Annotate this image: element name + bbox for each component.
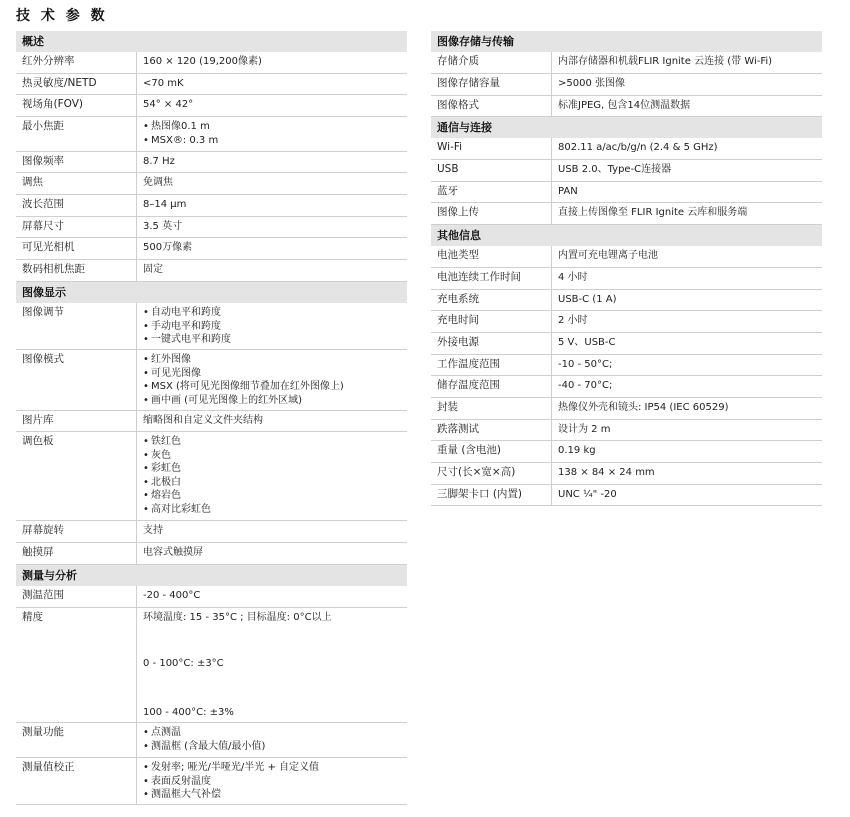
spec-label: 图像模式 [16,350,137,410]
spec-value: -20 - 400°C [143,590,201,601]
spec-row-measure-correction [16,758,407,805]
spec-label: Wi-Fi [431,138,552,159]
spec-label: 触摸屏 [16,543,137,564]
spec-row-palettes [16,432,407,521]
spec-row-tripod-mount [431,485,822,506]
spec-row-storage-capacity [431,74,822,96]
spec-label: 测温范围 [16,586,137,607]
spec-value: >5000 张图像 [558,78,626,89]
spec-row-touchscreen [16,543,407,565]
bullet-item: • MSX®: 0.3 m [143,134,407,148]
spec-row-dimensions [431,463,822,485]
spec-value [137,303,407,349]
spec-value: 8–14 μm [143,199,187,210]
spec-row-screen-rotation [16,521,407,543]
spec-label: 图片库 [16,411,137,431]
spec-row-image-upload [431,203,822,225]
spec-label: 外接电源 [431,333,552,354]
spec-value: 138 × 84 × 24 mm [558,467,655,478]
spec-label: 精度 [16,608,137,722]
spec-label: 可见光相机 [16,238,137,259]
spec-label: 图像格式 [431,96,552,116]
spec-value: 160 × 120 (19,200像素) [143,56,262,67]
spec-label: 三脚架卡口 (内置) [431,485,552,505]
spec-value: 内部存储器和机载FLIR Ignite 云连接 (带 Wi-Fi) [558,56,773,67]
spec-label: 存储介质 [431,52,552,73]
spec-label: 充电系统 [431,290,552,310]
spec-value [137,432,407,520]
spec-value: 设计为 2 m [558,424,611,435]
bullet-item: • 画中画 (可见光图像上的红外区域) [143,394,407,408]
bullet-item: • 热图像0.1 m [143,120,407,134]
spec-label: 数码相机焦距 [16,260,137,281]
spec-row-battery-type [431,246,822,268]
spec-label: 图像存储容量 [431,74,552,95]
spec-row-ir-resolution [16,52,407,74]
spec-label: 重量 (含电池) [431,441,552,462]
accuracy-line: 0 - 100°C: ±3°C [143,657,224,669]
spec-value: USB 2.0、Type-C连接器 [558,164,672,175]
spec-row-fov [16,95,407,117]
section-heading-measurement: 测量与分析 [16,565,407,586]
accuracy-line: 环境温度: 15 - 35°C ; 目标温度: 0°C以上 [143,612,332,623]
spec-row-visual-camera [16,238,407,260]
spec-value: 直接上传图像至 FLIR Ignite 云库和服务端 [558,207,748,218]
spec-row-min-focus [16,117,407,152]
spec-label: 调色板 [16,432,137,520]
bullet-item: • 铁红色 [143,435,407,449]
bullet-item: • 一键式电平和跨度 [143,333,407,347]
spec-value: UNC ¼" -20 [558,489,617,500]
spec-row-encapsulation [431,398,822,420]
spec-label: 屏幕旋转 [16,521,137,542]
spec-value: PAN [558,186,578,197]
spec-label: 尺寸(长×宽×高) [431,463,552,484]
bullet-item: • 发射率; 哑光/半哑光/半光 + 自定义值 [143,761,407,775]
spec-row-measure-functions [16,723,407,758]
spec-label: 图像上传 [431,203,552,224]
bullet-item: • 手动电平和跨度 [143,320,407,334]
spec-row-screen-size [16,217,407,238]
spec-row-netd [16,74,407,95]
spec-value: 固定 [143,264,163,275]
spec-column-left [16,31,407,805]
spec-row-weight [431,441,822,463]
spec-row-temp-range [16,586,407,608]
spec-label: 封装 [431,398,552,419]
spec-label: 图像调节 [16,303,137,349]
spec-label: 屏幕尺寸 [16,217,137,237]
bullet-item: • 高对比彩虹色 [143,503,407,517]
spec-value: 缩略图和自定义文件夹结构 [143,415,263,426]
bullet-item: • 灰色 [143,449,407,463]
spec-label: 电池连续工作时间 [431,268,552,289]
spec-row-battery-life [431,268,822,290]
spec-label: 工作温度范围 [431,355,552,375]
spec-value: 热像仪外壳和镜头: IP54 (IEC 60529) [558,402,729,413]
spec-row-wavelength [16,195,407,217]
spec-value: <70 mK [143,78,184,89]
spec-value: 免调焦 [143,177,173,188]
spec-label: 热灵敏度/NETD [16,74,137,94]
spec-value: 电容式触摸屏 [143,547,203,558]
spec-label: 蓝牙 [431,182,552,202]
page-title: 技 术 参 数 [16,8,108,24]
spec-label: 波长范围 [16,195,137,216]
bullet-item: • 测温框 (含最大值/最小值) [143,740,407,754]
section-heading-connectivity: 通信与连接 [431,117,822,138]
spec-value: 标准JPEG, 包含14位测温数据 [558,100,691,111]
spec-label: 测量功能 [16,723,137,757]
spec-row-gallery [16,411,407,432]
spec-row-operating-temp [431,355,822,376]
spec-value: 5 V、USB-C [558,337,616,348]
spec-value [137,723,407,757]
spec-row-bluetooth [431,182,822,203]
bullet-item: • 彩虹色 [143,462,407,476]
spec-row-charging-system [431,290,822,311]
spec-row-image-adjust [16,303,407,350]
spec-column-right [431,31,822,506]
spec-label: 测量值校正 [16,758,137,804]
bullet-item: • 可见光图像 [143,367,407,381]
bullet-item: • 自动电平和跨度 [143,306,407,320]
spec-row-drop-test [431,420,822,441]
spec-row-external-power [431,333,822,355]
spec-value [137,350,407,410]
spec-value: 2 小时 [558,315,588,326]
spec-value: -40 - 70°C; [558,380,613,391]
accuracy-line: 100 - 400°C: ±3% [143,707,234,718]
spec-value: 54° × 42° [143,99,194,110]
spec-value [137,117,407,151]
section-heading-storage: 图像存储与传输 [431,31,822,52]
spec-value: 3.5 英寸 [143,221,183,232]
section-heading-other-info: 其他信息 [431,225,822,246]
spec-row-usb [431,160,822,182]
bullet-item: • 测温框大气补偿 [143,788,407,802]
bullet-item: • MSX (将可见光图像细节叠加在红外图像上) [143,380,407,394]
spec-label: 最小焦距 [16,117,137,151]
spec-value: 802.11 a/ac/b/g/n (2.4 & 5 GHz) [558,142,718,153]
spec-value: -10 - 50°C; [558,359,613,370]
spec-row-image-modes [16,350,407,411]
section-heading-image-display: 图像显示 [16,282,407,303]
spec-row-charging-time [431,311,822,333]
spec-label: 调焦 [16,173,137,194]
spec-row-frame-rate [16,152,407,173]
spec-label: 电池类型 [431,246,552,267]
spec-value: 内置可充电锂离子电池 [558,250,658,261]
spec-value [137,608,407,722]
bullet-item: • 点测温 [143,726,407,740]
spec-row-storage-media [431,52,822,74]
spec-value: 0.19 kg [558,445,596,456]
spec-label: 红外分辨率 [16,52,137,73]
bullet-item: • 红外图像 [143,353,407,367]
spec-label: 充电时间 [431,311,552,332]
spec-label: 视场角(FOV) [16,95,137,116]
spec-value: 支持 [143,525,163,536]
spec-value: 500万像素 [143,242,193,253]
spec-value: 8.7 Hz [143,156,175,167]
spec-label: USB [431,160,552,181]
spec-label: 跌落测试 [431,420,552,440]
spec-value: USB-C (1 A) [558,294,617,305]
bullet-item: • 表面反射温度 [143,775,407,789]
spec-label: 储存温度范围 [431,376,552,397]
spec-value [137,758,407,804]
spec-row-wifi [431,138,822,160]
spec-row-image-format [431,96,822,117]
section-heading-overview: 概述 [16,31,407,52]
spec-value: 4 小时 [558,272,588,283]
spec-row-camera-focus [16,260,407,282]
spec-row-storage-temp [431,376,822,398]
spec-row-accuracy [16,608,407,723]
spec-label: 图像频率 [16,152,137,172]
bullet-item: • 北极白 [143,476,407,490]
bullet-item: • 熔岩色 [143,489,407,503]
spec-row-focus [16,173,407,195]
